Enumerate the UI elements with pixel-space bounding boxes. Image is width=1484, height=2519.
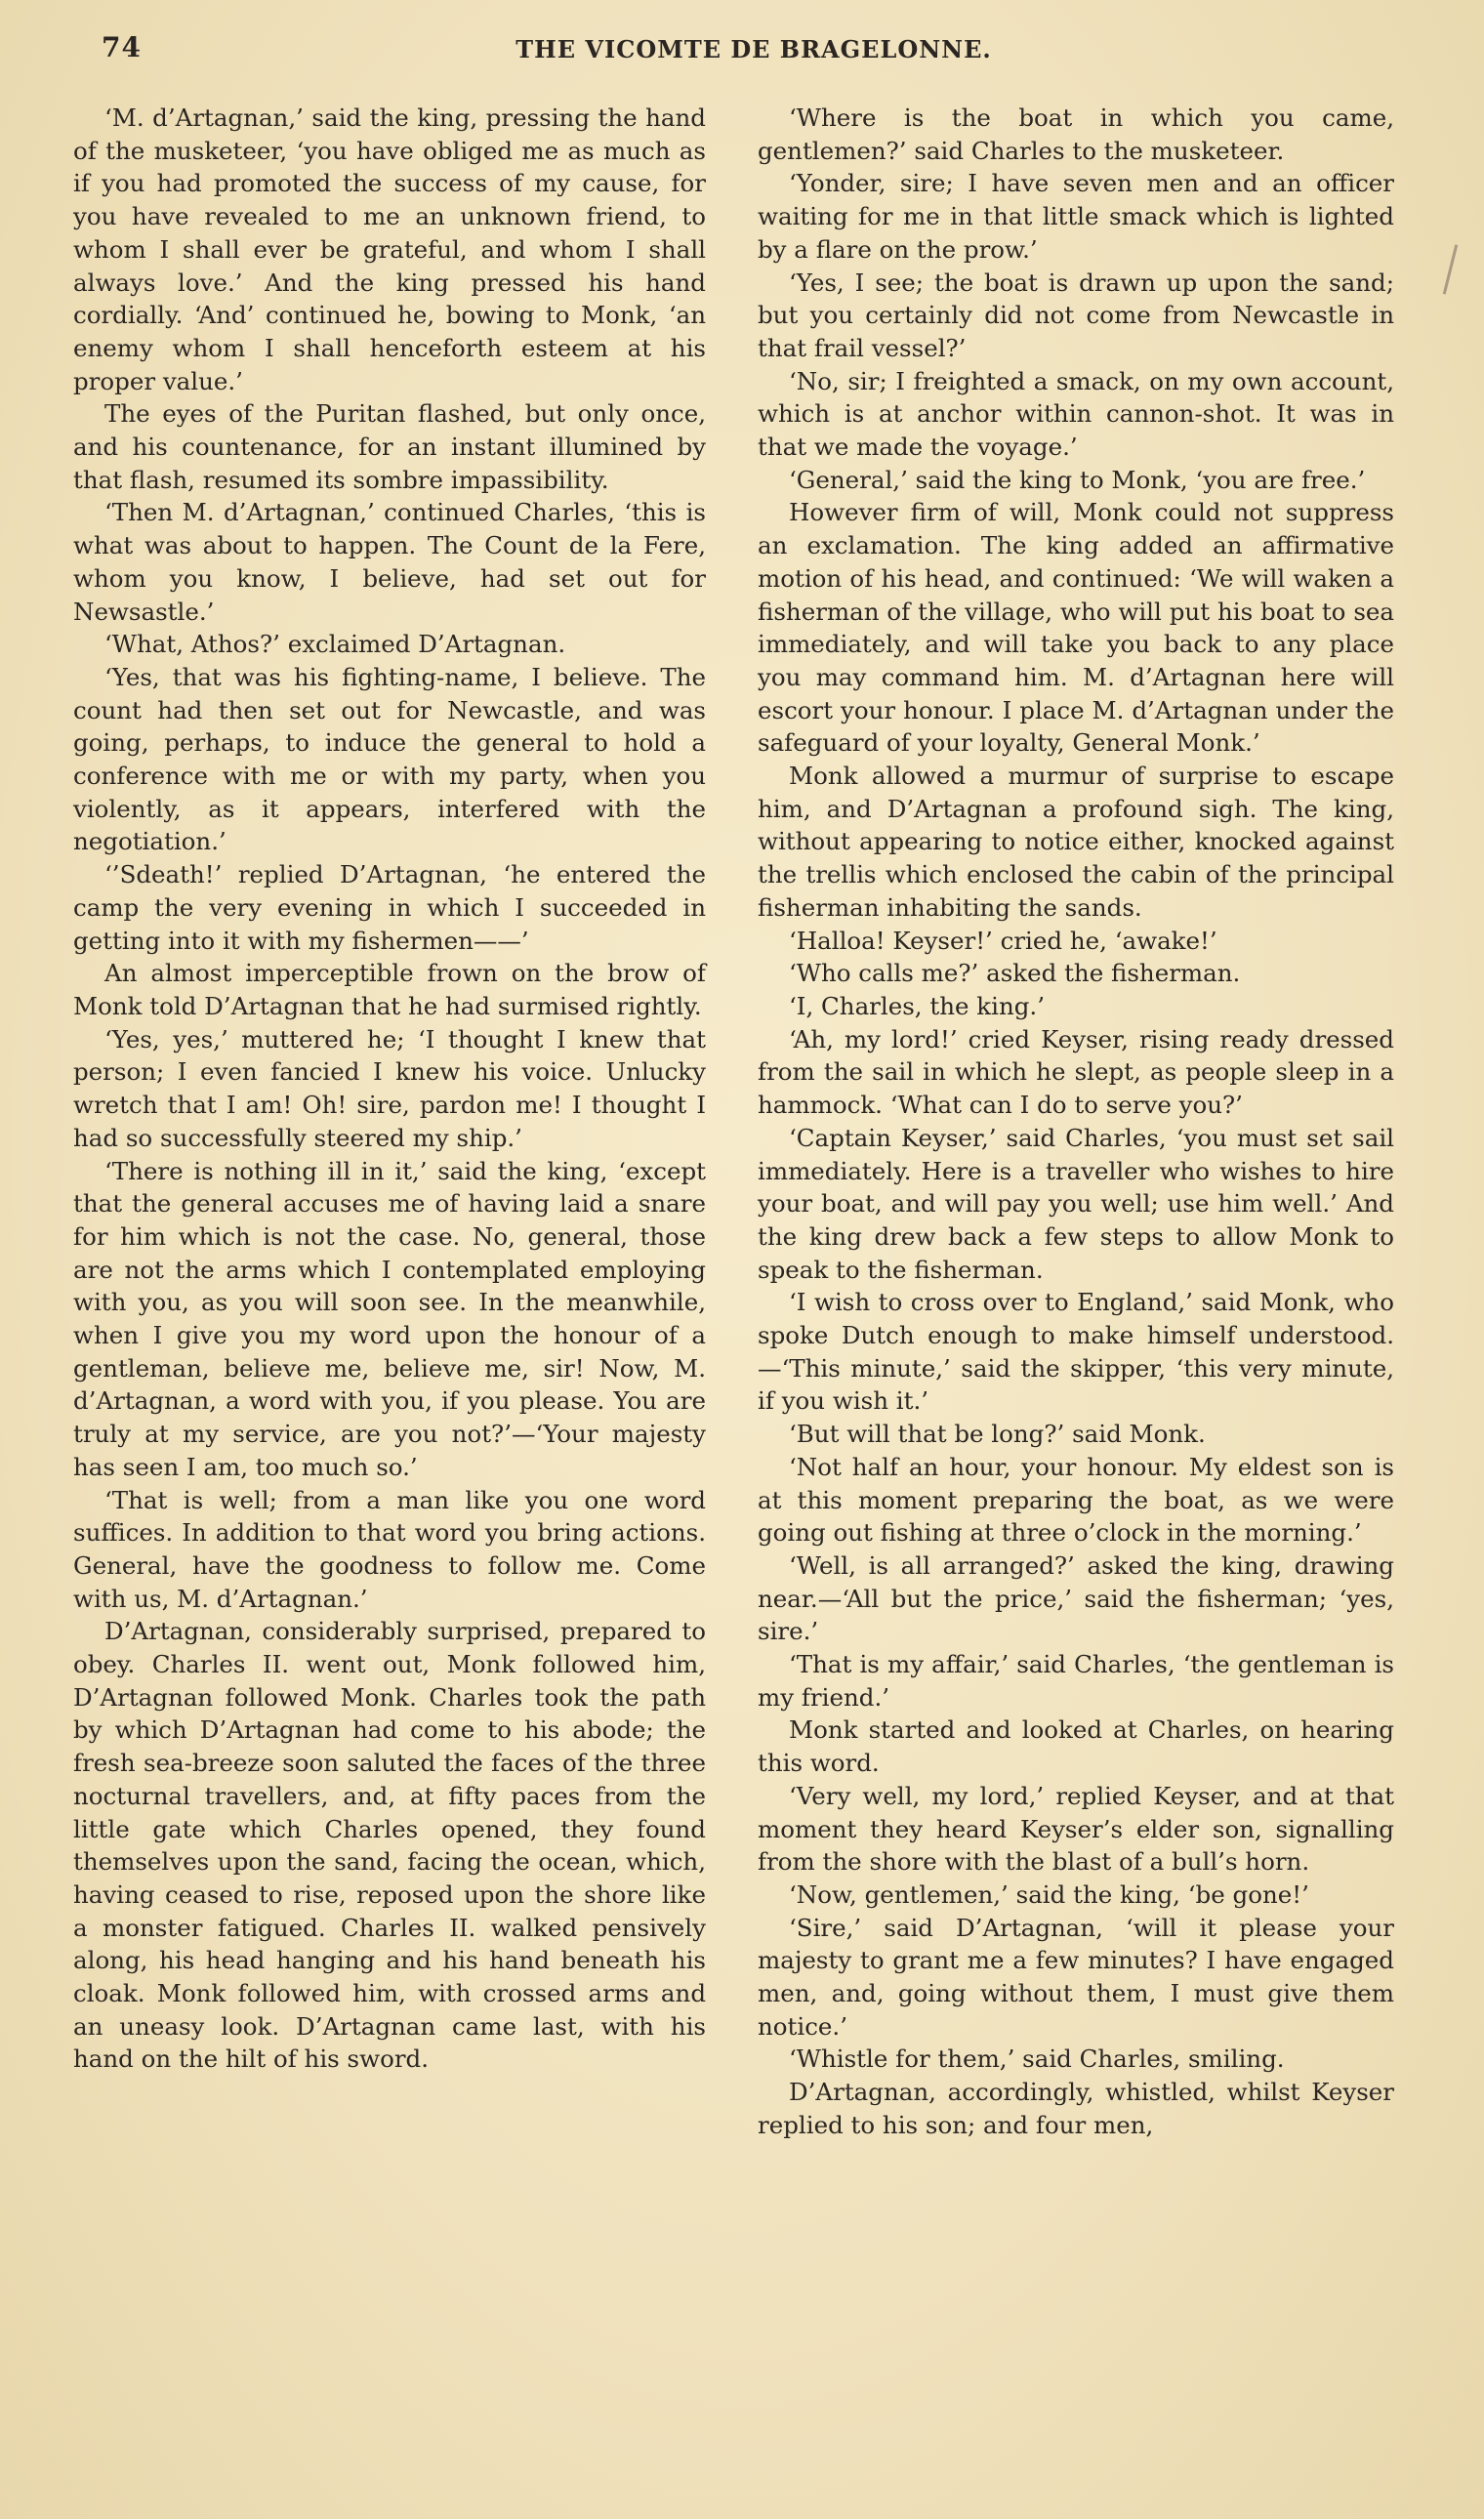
- paragraph: ‘Yes, that was his fighting-name, I believe. The count had then set out for Newcastle, and was going, perhaps, to induce the general to hold a conference with me or with my party, when you violently, as it appears, interfered with the negotiation.’: [73, 662, 706, 856]
- paragraph: However firm of will, Monk could not suppress an exclamation. The king added an affirmative motion of his head, and continued: ‘We will waken a fisherman of the village, who will put his boat to sea immediately, and will take you back to any place you may command him. M. d’Artagnan here will escort your honour. I place M. d’Artagnan under the safeguard of your loyalty, General Monk.’: [758, 498, 1394, 758]
- paragraph: D’Artagnan, considerably surprised, prepared to obey. Charles II. went out, Monk followed him, D’Artagnan followed Monk. Charles took the path by which D’Artagnan had come to his abode; the fresh sea-breeze soon saluted the faces of the three nocturnal travellers, and, at fifty paces from the little gate which Charles opened, they found themselves upon the sand, facing the ocean, which, having ceased to rise, reposed upon the shore like a monster fatigued. Charles II. walked pensively along, his head hanging and his hand beneath his cloak. Monk followed him, with crossed arms and an uneasy look. D’Artagnan came last, with his hand on the hilt of his sword.: [73, 1617, 706, 2074]
- paragraph: ‘But will that be long?’ said Monk.: [789, 1420, 1206, 1449]
- paragraph: ‘Yes, I see; the boat is drawn up upon the sand; but you certainly did not come from Newcastle in that frail vessel?’: [758, 268, 1394, 362]
- paragraph: ‘Sire,’ said D’Artagnan, ‘will it please your majesty to grant me a few minutes? I have engaged men, and, going without them, I must give them notice.’: [758, 1913, 1394, 2041]
- paragraph: ‘No, sir; I freighted a smack, on my own account, which is at anchor within cannon-shot. It was in that we made the voyage.’: [758, 366, 1394, 462]
- paragraph: An almost imperceptible frown on the brow of Monk told D’Artagnan that he had surmised rightly.: [73, 959, 706, 1020]
- paragraph: ‘Yes, yes,’ muttered he; ‘I thought I knew that person; I even fancied I knew his voice. Unlucky wretch that I am! Oh! sire, pardon me! I thought I had so successfully steered my ship.’: [73, 1024, 706, 1152]
- paragraph: ‘There is nothing ill in it,’ said the king, ‘except that the general accuses me of having laid a snare for him which is not the case. No, general, those are not the arms which I contemplated employing with you, as you will soon see. In the meanwhile, when I give you my word upon the honour of a gentleman, believe me, believe me, sir! Now, M. d’Artagnan, a word with you, if you please. You are truly at my service, are you not?’—‘Your majesty has seen I am, too much so.’: [73, 1156, 706, 1481]
- paragraph: ‘Not half an hour, your honour. My eldest son is at this moment preparing the boat, as we were going out fishing at three o’clock in the morning.’: [758, 1452, 1394, 1548]
- paragraph: ‘Where is the boat in which you came, gentlemen?’ said Charles to the musketeer.: [758, 103, 1394, 165]
- paragraph: ‘What, Athos?’ exclaimed D’Artagnan.: [104, 630, 566, 659]
- paragraph: Monk allowed a murmur of surprise to escape him, and D’Artagnan a profound sigh. The king, without appearing to notice either, knocked against the trellis which enclosed the cabin of the principal fisherman inhabiting the sands.: [758, 762, 1394, 922]
- paragraph: ‘Ah, my lord!’ cried Keyser, rising ready dressed from the sail in which he slept, as people sleep in a hammock. ‘What can I do to serve you?’: [758, 1024, 1394, 1120]
- paragraph: D’Artagnan, accordingly, whistled, whilst Keyser replied to his son; and four men,: [758, 2078, 1394, 2139]
- paragraph: ‘That is well; from a man like you one word suffices. In addition to that word you bring actions. General, have the goodness to follow me. Come with us, M. d’Artagnan.’: [73, 1485, 706, 1613]
- paragraph: ‘’Sdeath!’ replied D’Artagnan, ‘he entered the camp the very evening in which I succeeded in getting into it with my fishermen——’: [73, 860, 706, 955]
- paragraph: ‘Who calls me?’ asked the fisherman.: [789, 959, 1241, 988]
- page-number: 74: [102, 31, 142, 63]
- paragraph: ‘I wish to cross over to England,’ said Monk, who spoke Dutch enough to make himself understood.—‘This minute,’ said the skipper, ‘this very minute, if you wish it.’: [758, 1288, 1394, 1416]
- paragraph: ‘I, Charles, the king.’: [789, 991, 1045, 1020]
- paragraph: Monk started and looked at Charles, on hearing this word.: [758, 1715, 1394, 1778]
- paragraph: ‘Now, gentlemen,’ said the king, ‘be gone!’: [789, 1879, 1309, 1909]
- paragraph: ‘Captain Keyser,’ said Charles, ‘you must set sail immediately. Here is a traveller who wishes to hire your boat, and will pay you well; use him well.’ And the king drew back a few steps to allow Monk to speak to the fisherman.: [758, 1123, 1394, 1284]
- left-column: [73, 102, 706, 2076]
- paragraph: ‘Then M. d’Artagnan,’ continued Charles, ‘this is what was about to happen. The Count de la Fere, whom you know, I believe, had set out for Newsastle.’: [73, 498, 706, 626]
- page-header: [102, 25, 1406, 74]
- paragraph: ‘Halloa! Keyser!’ cried he, ‘awake!’: [789, 926, 1217, 955]
- paragraph: ‘General,’ said the king to Monk, ‘you are free.’: [789, 465, 1366, 494]
- paragraph: The eyes of the Puritan flashed, but only once, and his countenance, for an instant illumined by that flash, resumed its sombre impassibility.: [73, 399, 706, 494]
- paragraph: ‘Very well, my lord,’ replied Keyser, and at that moment they heard Keyser’s elder son, signalling from the shore with the blast of a bull’s horn.: [758, 1781, 1394, 1877]
- paragraph: ‘Whistle for them,’ said Charles, smiling.: [789, 2044, 1285, 2074]
- right-column: [758, 102, 1394, 2142]
- paragraph: ‘M. d’Artagnan,’ said the king, pressing the hand of the musketeer, ‘you have obliged me as much as if you had promoted the success of my cause, for you have revealed to me an unknown friend, to whom I shall ever be grateful, and whom I shall always love.’ And the king pressed his hand cordially. ‘And’ continued he, bowing to Monk, ‘an enemy whom I shall henceforth esteem at his proper value.’: [73, 103, 706, 395]
- paragraph: ‘That is my affair,’ said Charles, ‘the gentleman is my friend.’: [758, 1650, 1394, 1712]
- paragraph: ‘Yonder, sire; I have seven men and an officer waiting for me in that little smack which is lighted by a flare on the prow.’: [758, 169, 1394, 264]
- pencil-margin-mark: [1443, 244, 1458, 294]
- running-title: THE VICOMTE DE BRAGELONNE.: [515, 35, 992, 63]
- paragraph: ‘Well, is all arranged?’ asked the king, drawing near.—‘All but the price,’ said the fisherman; ‘yes, sire.’: [758, 1550, 1394, 1646]
